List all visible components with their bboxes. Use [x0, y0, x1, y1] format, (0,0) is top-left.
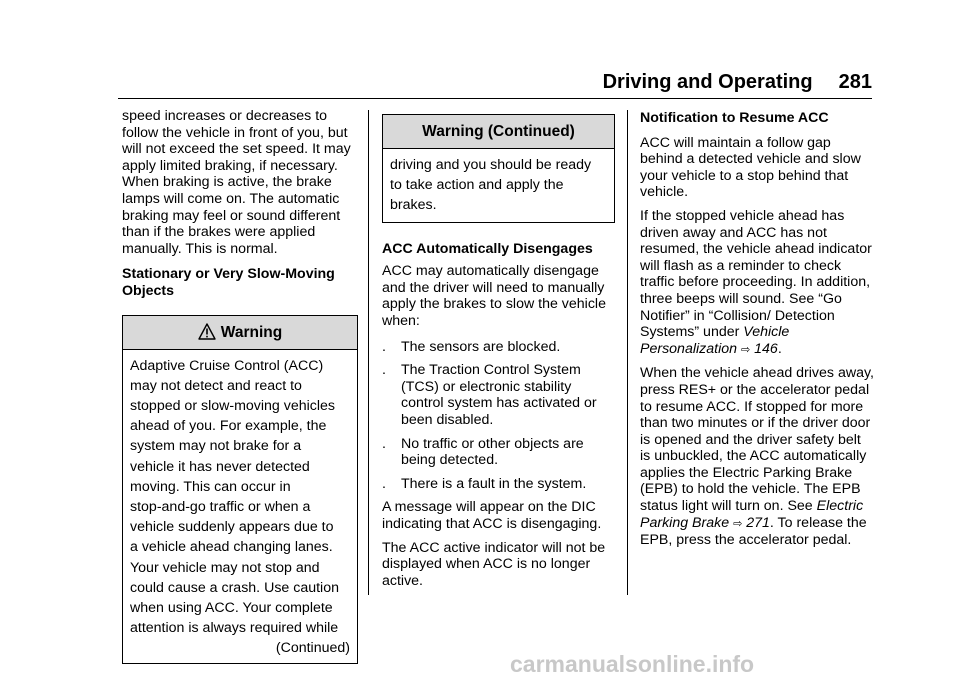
warning-line: Adaptive Cruise Control (ACC) — [130, 357, 324, 374]
warning-box-title — [123, 316, 357, 350]
list-item — [382, 436, 615, 469]
paragraph-end: . — [777, 340, 782, 357]
warning-line: vehicle suddenly appears due to — [130, 519, 334, 536]
bullet-mark: . — [382, 435, 386, 452]
bullet-text: No traffic or other objects are being detected. — [401, 435, 584, 469]
page-ref-number[interactable]: 271 — [746, 514, 770, 531]
warning-line: moving. This can occur in — [130, 478, 291, 495]
col1-heading: Stationary or Very Slow-Moving Objects — [122, 266, 335, 299]
col3-paragraph-1: ACC will maintain a follow gap behind a detected vehicle and slow your vehicle to a stop behind that vehicle. — [640, 134, 861, 201]
warning-box — [122, 315, 358, 664]
list-item — [382, 362, 615, 428]
list-item — [382, 476, 615, 493]
column-divider-2 — [627, 110, 628, 595]
warning-line: vehicle it has never detected — [130, 458, 310, 475]
paragraph-text: When the vehicle ahead drives away, press RES+ or the accelerator pedal to resume ACC. If stopped for more than two minutes or if the driver door is opened and the driver safety belt is unbuckled, the ACC automatically applies the Electric Parking Brake (EPB) to hold the vehicle. The EPB status light will turn on. See — [640, 365, 874, 515]
warning-line: may not detect and react to — [130, 377, 302, 394]
page-ref-arrow-icon: ⇨ — [733, 516, 743, 530]
bullet-mark: . — [382, 362, 386, 379]
continued-label: (Continued) — [275, 640, 350, 657]
warning-line: to take action and apply the — [390, 177, 564, 194]
warning-line: Your vehicle may not stop and — [130, 559, 320, 576]
cross-reference-link[interactable]: Electric Parking Brake — [640, 498, 864, 531]
warning-box-body — [123, 350, 357, 663]
cross-reference-link[interactable]: Vehicle Personalization — [640, 324, 790, 357]
bullet-text: The Traction Control System (TCS) or electronic stability control system has activated or been disabled. — [401, 362, 597, 428]
warning-line: could cause a crash. Use caution — [130, 579, 339, 596]
col3-heading: Notification to Resume ACC — [640, 110, 829, 126]
warning-line: system may not brake for a — [130, 438, 302, 455]
warning-continued-title: Warning (Continued) — [383, 115, 614, 149]
col2-paragraph-1: A message will appear on the DIC indicating that ACC is disengaging. — [382, 499, 602, 532]
warning-line: brakes. — [390, 197, 437, 214]
column-3 — [640, 108, 874, 556]
bullet-text: There is a fault in the system. — [401, 475, 587, 492]
warning-label: Warning — [220, 323, 283, 341]
col2-intro: ACC may automatically disengage and the driver will need to manually apply the brakes to slow the vehicle when: — [382, 263, 606, 329]
paragraph-text: If the stopped vehicle ahead has driven away and ACC has not resumed, the vehicle ahead indicator will flash as a reminder to check traffic before proceeding. In addition, three beeps will sound. See “Go Notifier” in “Collision/ Detection Systems” under — [640, 207, 872, 341]
warning-line: when using ACC. Your complete — [130, 599, 333, 616]
warning-continued-body — [383, 149, 614, 222]
warning-line: attention is always required while — [130, 620, 339, 637]
paragraph-end: . To release the EPB, press the accelerator pedal. — [640, 514, 867, 549]
col3-paragraph-2 — [640, 208, 874, 358]
column-2 — [382, 108, 615, 596]
col2-paragraph-2: The ACC active indicator will not be displayed when ACC is no longer active. — [382, 539, 606, 589]
warning-line: stop-and-go traffic or when a — [130, 498, 311, 515]
warning-line: a vehicle ahead changing lanes. — [130, 539, 333, 556]
warning-line: driving and you should be ready — [390, 157, 592, 173]
page-ref-arrow-icon: ⇨ — [740, 342, 751, 356]
watermark: carmanualsonline.info — [510, 651, 755, 677]
bullet-text: The sensors are blocked. — [401, 338, 561, 355]
page-number: 281 — [838, 71, 872, 93]
warning-continued-box — [382, 114, 615, 223]
warning-triangle-icon — [198, 319, 216, 352]
header-rule — [118, 98, 872, 99]
col1-intro: speed increases or decreases to follow the vehicle in front of you, but will not exceed the set speed. It may apply limited braking, if necessary. When braking is active, the brake lamps will come on. The automatic braking may feel or sound different than if the brakes were applied manually. This is normal. — [122, 108, 351, 257]
section-title: Driving and Operating — [602, 71, 813, 93]
warning-line: ahead of you. For example, the — [130, 418, 327, 435]
page-header — [603, 68, 872, 96]
warning-line: stopped or slow-moving vehicles — [130, 397, 336, 414]
bullet-mark: . — [382, 475, 386, 492]
bullet-mark: . — [382, 338, 386, 355]
col3-paragraph-3 — [640, 365, 874, 549]
column-divider-1 — [368, 110, 369, 595]
col2-heading: ACC Automatically Disengages — [382, 240, 593, 257]
column-1 — [122, 108, 358, 664]
list-item — [382, 339, 615, 356]
page-ref-number[interactable]: 146 — [754, 340, 778, 357]
